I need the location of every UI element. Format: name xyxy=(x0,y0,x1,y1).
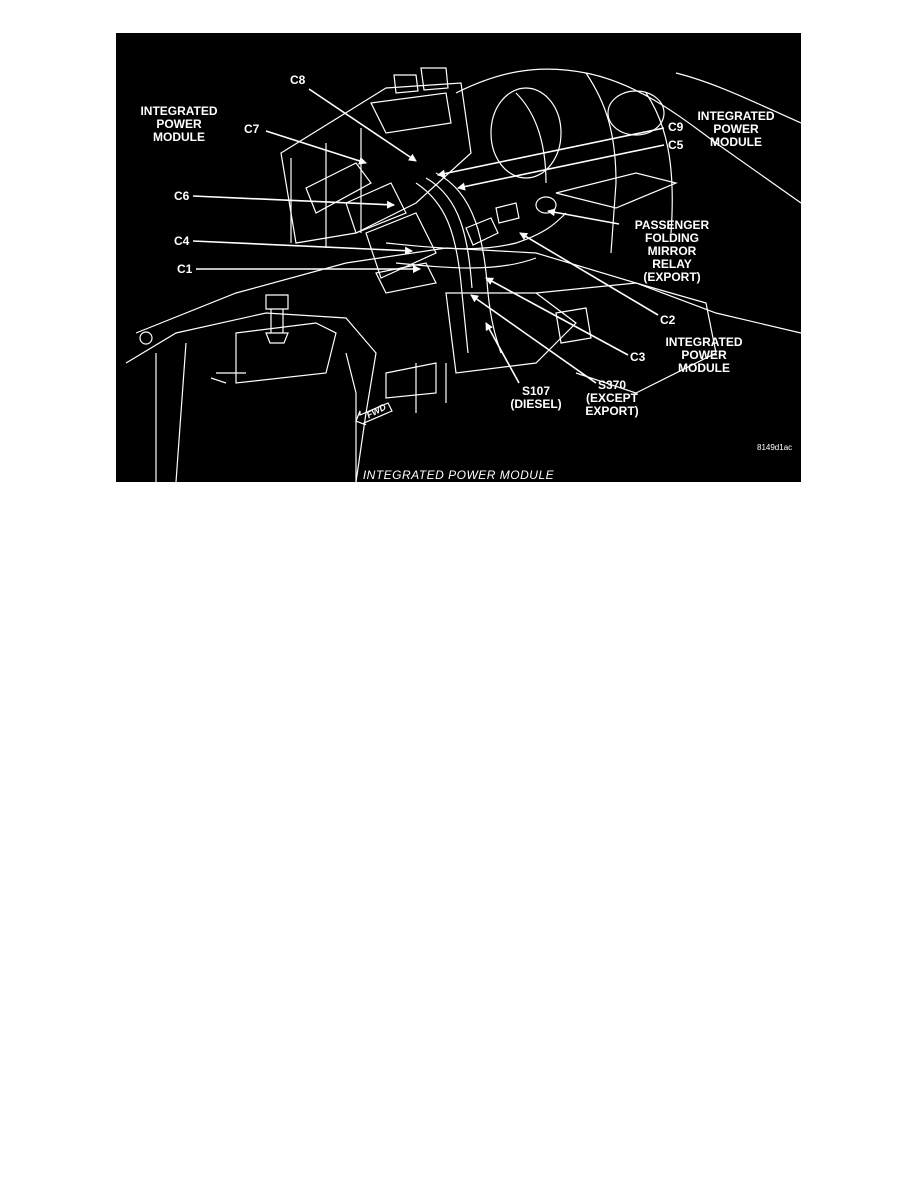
label-integrated-power-module-left: INTEGRATED POWER MODULE xyxy=(140,104,218,144)
label-s107-diesel: S107 (DIESEL) xyxy=(510,384,562,411)
leader-c7 xyxy=(266,131,366,163)
label-integrated-power-module-right-bottom: INTEGRATED POWER MODULE xyxy=(665,335,743,375)
label-integrated-power-module-right-top: INTEGRATED POWER MODULE xyxy=(697,109,775,149)
label-c7: C7 xyxy=(244,122,260,136)
leader-mirror-relay xyxy=(548,211,619,224)
forward-direction-marker xyxy=(354,401,394,425)
label-passenger-folding-mirror-relay: PASSENGER FOLDING MIRROR RELAY (EXPORT) xyxy=(634,218,710,284)
label-c8: C8 xyxy=(290,73,306,87)
label-s370-except-export: S370 (EXCEPT EXPORT) xyxy=(585,378,639,418)
leader-s370 xyxy=(471,295,596,383)
label-c4: C4 xyxy=(174,234,190,248)
label-c1: C1 xyxy=(177,262,193,276)
leader-lines xyxy=(193,89,664,383)
figure-caption: INTEGRATED POWER MODULE xyxy=(362,468,555,482)
figure-id: 8149d1ac xyxy=(757,443,793,452)
label-c2: C2 xyxy=(660,313,676,327)
label-c3: C3 xyxy=(630,350,646,364)
label-c5: C5 xyxy=(668,138,684,152)
label-c9: C9 xyxy=(668,120,684,134)
label-c6: C6 xyxy=(174,189,190,203)
leader-c3 xyxy=(486,278,628,355)
leader-c5 xyxy=(458,145,664,188)
leader-s107 xyxy=(486,323,519,383)
fwd-label: FWD xyxy=(364,401,388,421)
diagram-figure xyxy=(116,33,801,482)
leader-c6 xyxy=(193,196,394,205)
